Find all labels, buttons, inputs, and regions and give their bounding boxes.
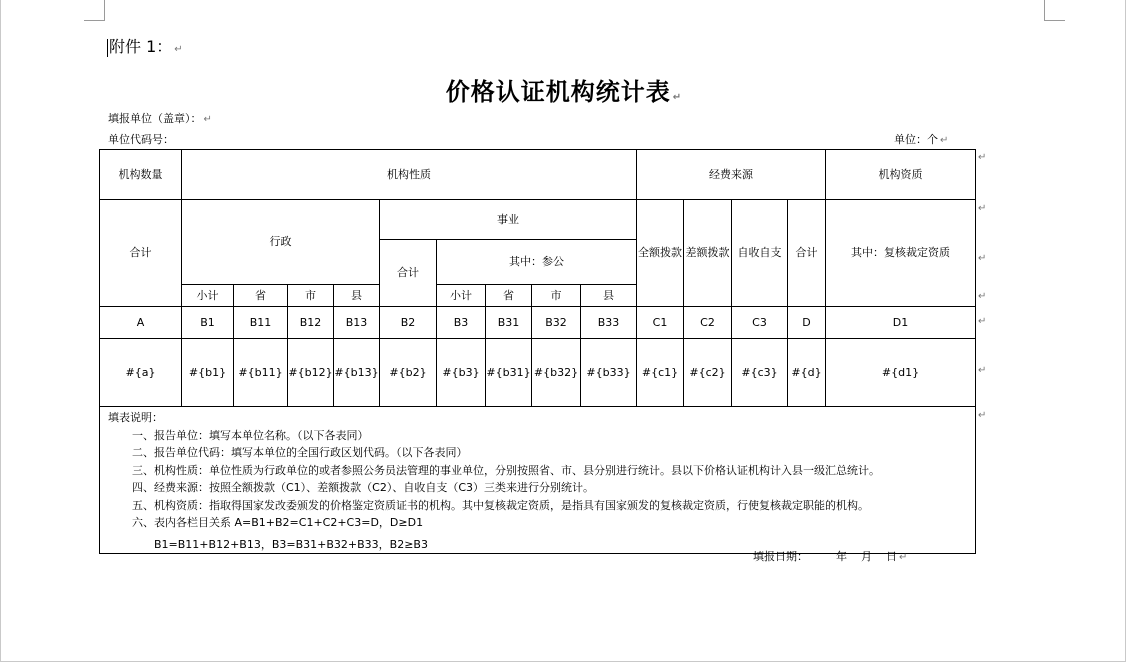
header-full-fund: 全额拨款 (637, 200, 684, 307)
document-title: 价格认证机构统计表 ↵ (445, 78, 683, 106)
value-cell[interactable]: #{c2} (684, 339, 732, 407)
page-corner-mark (1044, 0, 1065, 21)
note-item: 一、报告单位：填写本单位名称。（以下各表同） (132, 428, 369, 442)
header-public-of: 其中：参公 (437, 240, 637, 285)
page-corner-mark (84, 0, 105, 21)
header-public-county: 县 (581, 285, 637, 307)
code-cell: C1 (637, 307, 684, 339)
header-inst-nature: 机构性质 (182, 150, 637, 200)
value-cell[interactable]: #{c3} (732, 339, 788, 407)
header-public-subtotal: 小计 (437, 285, 486, 307)
value-cell[interactable]: #{b3} (437, 339, 486, 407)
code-cell: B12 (288, 307, 334, 339)
fill-date-label: 填报日期： 年 月 日 ↵ (753, 550, 908, 563)
unit-code-label: 单位代码号： (108, 133, 174, 146)
code-cell: B31 (486, 307, 532, 339)
paragraph-mark: ↵ (978, 316, 987, 327)
header-inst-count: 机构数量 (100, 150, 182, 200)
header-public-city: 市 (532, 285, 581, 307)
code-cell: B11 (234, 307, 288, 339)
paragraph-mark: ↵ (978, 410, 987, 421)
code-cell: B3 (437, 307, 486, 339)
value-cell[interactable]: #{d1} (826, 339, 976, 407)
code-cell: C2 (684, 307, 732, 339)
value-cell[interactable]: #{b12} (288, 339, 334, 407)
paragraph-mark: ↵ (978, 203, 987, 214)
header-public-province: 省 (486, 285, 532, 307)
value-cell[interactable]: #{a} (100, 339, 182, 407)
text-cursor (107, 39, 108, 57)
code-cell: B32 (532, 307, 581, 339)
header-total: 合计 (100, 200, 182, 307)
code-cell: B33 (581, 307, 637, 339)
header-public-total: 合计 (380, 240, 437, 307)
value-cell[interactable]: #{b31} (486, 339, 532, 407)
header-self-fund: 自收自支 (732, 200, 788, 307)
note-item: 五、机构资质：指取得国家发改委颁发的价格鉴定资质证书的机构。其中复核裁定资质，是指具有国家颁发的复核裁定资质，行使复核裁定职能的机构。 (132, 498, 869, 512)
code-cell: B2 (380, 307, 437, 339)
code-cell: A (100, 307, 182, 339)
header-admin: 行政 (182, 200, 380, 285)
note-formula: B1=B11+B12+B13，B3=B31+B32+B33，B2≥B3 (154, 537, 428, 551)
code-cell: C3 (732, 307, 788, 339)
unit-label: 单位：个 ↵ (894, 133, 949, 146)
header-admin-county: 县 (334, 285, 380, 307)
value-cell[interactable]: #{b13} (334, 339, 380, 407)
code-cell: B1 (182, 307, 234, 339)
notes-section (100, 407, 976, 554)
paragraph-mark: ↵ (978, 253, 987, 264)
note-item: 四、经费来源：按照全额拨款（C1）、差额拨款（C2）、自收自支（C3）三类来进行分别统计。 (132, 481, 595, 494)
code-cell: B13 (334, 307, 380, 339)
note-item: 二、报告单位代码：填写本单位的全国行政区划代码。（以下各表同） (132, 446, 468, 459)
header-diff-fund: 差额拨款 (684, 200, 732, 307)
header-qualification: 机构资质 (826, 150, 976, 200)
note-item: 三、机构性质：单位性质为行政单位的或者参照公务员法管理的事业单位，分别按照省、市、县分别进行统计。县以下价格认证机构计入县一级汇总统计。 (132, 463, 880, 477)
header-admin-city: 市 (288, 285, 334, 307)
code-cell: D (788, 307, 826, 339)
notes-heading: 填表说明： (108, 411, 163, 424)
value-cell[interactable]: #{c1} (637, 339, 684, 407)
statistics-table (99, 149, 976, 554)
note-item: 六、表内各栏目关系 A=B1+B2=C1+C2+C3=D，D≥D1 (132, 516, 424, 529)
value-cell[interactable]: #{b2} (380, 339, 437, 407)
value-cell[interactable]: #{b11} (234, 339, 288, 407)
code-cell: D1 (826, 307, 976, 339)
value-cell[interactable]: #{b1} (182, 339, 234, 407)
header-public: 事业 (380, 200, 637, 240)
paragraph-mark: ↵ (978, 365, 987, 376)
attachment-label[interactable]: 附件 1： ↵ (109, 37, 183, 56)
header-review-qual: 其中：复核裁定资质 (826, 200, 976, 307)
paragraph-mark: ↵ (978, 152, 987, 163)
value-cell[interactable]: #{b33} (581, 339, 637, 407)
header-admin-subtotal: 小计 (182, 285, 234, 307)
header-admin-province: 省 (234, 285, 288, 307)
paragraph-mark: ↵ (978, 291, 987, 302)
value-cell[interactable]: #{b32} (532, 339, 581, 407)
header-sum: 合计 (788, 200, 826, 307)
filler-unit-label: 填报单位（盖章）： ↵ (108, 112, 212, 125)
header-funding: 经费来源 (637, 150, 826, 200)
value-cell[interactable]: #{d} (788, 339, 826, 407)
